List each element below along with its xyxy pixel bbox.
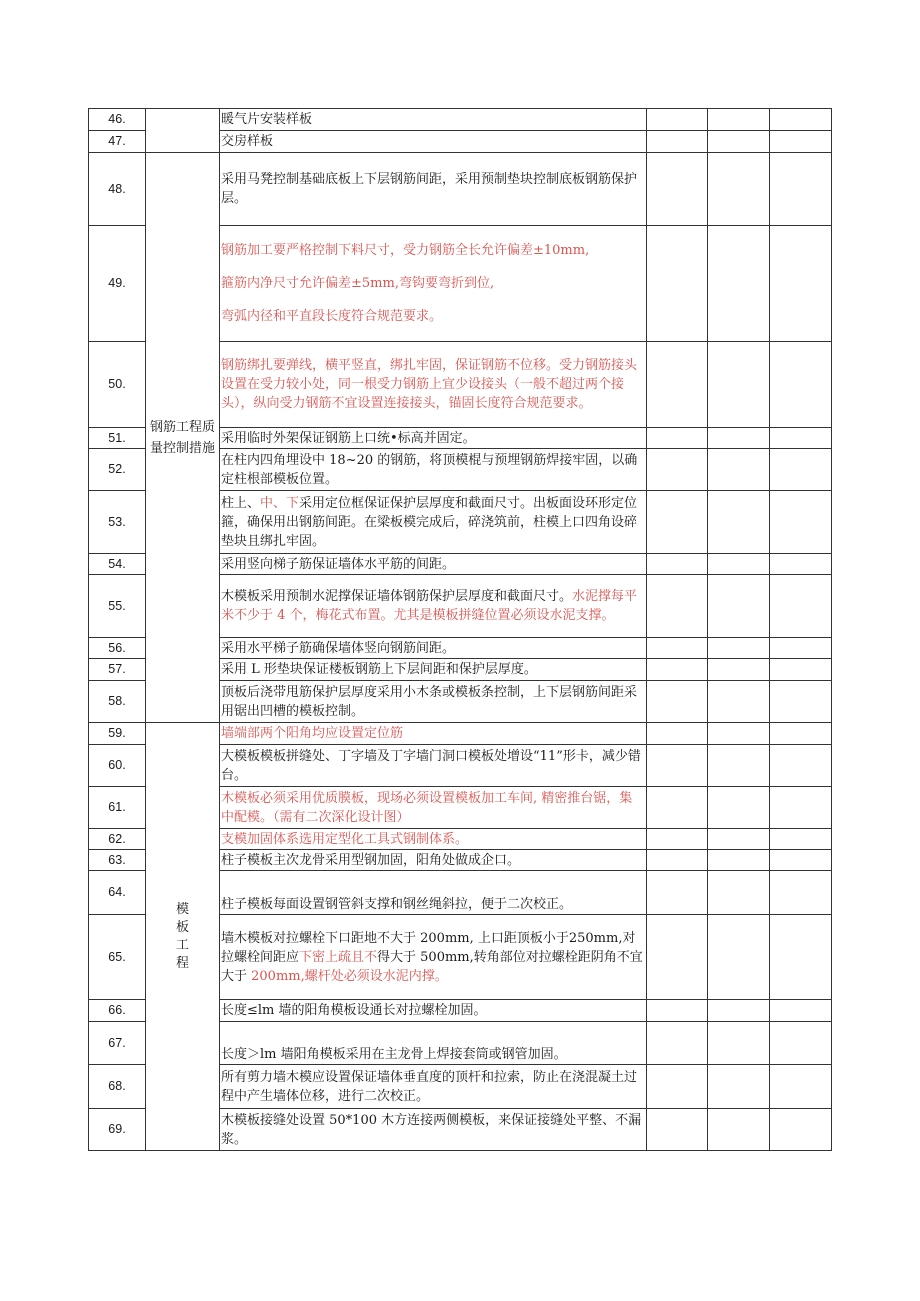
check-cell [647, 1000, 708, 1022]
row-number: 47. [89, 131, 146, 153]
measure-description [220, 1065, 647, 1109]
check-cell [647, 428, 708, 449]
measure-description [220, 659, 647, 681]
check-cell [647, 109, 708, 131]
description-segment: 大模板模板拼缝处、丁字墙及丁字墙门洞口模板处增设“11”形卡，减少错台。 [221, 748, 641, 783]
check-cell [708, 554, 770, 575]
measure-description [220, 829, 647, 850]
description-segment: 柱子模板主次龙骨采用型钢加固，阳角处做成企口。 [221, 852, 521, 868]
row-number: 54. [89, 554, 146, 575]
row-number: 68. [89, 1065, 146, 1109]
description-line: 弯弧内径和平直段长度符合规范要求。 [221, 309, 443, 324]
check-cell [708, 787, 770, 829]
row-number: 69. [89, 1109, 146, 1151]
row-number: 53. [89, 491, 146, 554]
measure-description [220, 449, 647, 491]
measure-description [220, 554, 647, 575]
check-cell [770, 109, 832, 131]
check-cell [708, 575, 770, 638]
quality-measures-table [88, 108, 832, 1151]
check-cell [770, 153, 832, 226]
check-cell [708, 449, 770, 491]
check-cell [708, 491, 770, 554]
check-cell [708, 915, 770, 1000]
row-number: 62. [89, 829, 146, 850]
measure-description [220, 131, 647, 153]
check-cell [647, 1065, 708, 1109]
check-cell [770, 131, 832, 153]
measure-description [220, 787, 647, 829]
check-cell [708, 109, 770, 131]
row-number: 63. [89, 850, 146, 871]
category-label: 模板工程 [176, 901, 190, 971]
check-cell [708, 681, 770, 723]
check-cell [647, 153, 708, 226]
description-line: 箍筋内净尺寸允许偏差±5mm,弯钩要弯折到位, [221, 276, 495, 291]
check-cell [770, 638, 832, 659]
row-number: 49. [89, 226, 146, 342]
measure-description [220, 871, 647, 915]
check-cell [708, 1022, 770, 1065]
check-cell [647, 491, 708, 554]
check-cell [647, 723, 708, 745]
check-cell [770, 575, 832, 638]
check-cell [708, 1000, 770, 1022]
category-formwork [146, 723, 220, 1151]
table-row [89, 723, 832, 745]
row-number: 51. [89, 428, 146, 449]
description-segment: 木模板必须采用优质膜板，现场必须设置模板加工车间, 精密推台锯，集中配模。（需有二次深化设计图） [221, 790, 633, 825]
measure-description [220, 745, 647, 787]
measure-description [220, 1000, 647, 1022]
description-segment: 木模板采用预制水泥撑保证墙体钢筋保护层厚度和截面尺寸。 [221, 589, 573, 604]
check-cell [770, 342, 832, 428]
check-cell [708, 871, 770, 915]
row-number: 58. [89, 681, 146, 723]
measure-description [220, 681, 647, 723]
check-cell [708, 226, 770, 342]
measure-description [220, 575, 647, 638]
check-cell [647, 871, 708, 915]
measure-description [220, 1109, 647, 1151]
check-cell [647, 131, 708, 153]
table-row [89, 153, 832, 226]
description-segment: 长度＞lm 墙阳角模板采用在主龙骨上焊接套筒或钢管加固。 [221, 1047, 567, 1062]
row-number: 56. [89, 638, 146, 659]
check-cell [647, 681, 708, 723]
description-segment: 采用水平梯子筋确保墙体竖向钢筋间距。 [221, 640, 456, 656]
check-cell [770, 915, 832, 1000]
measure-description [220, 850, 647, 871]
description-segment: 柱上、 [221, 495, 261, 511]
measure-description [220, 723, 647, 745]
description-segment: 长度≤lm 墙的阳角模板设通长对拉螺栓加固。 [221, 1003, 487, 1018]
description-segment: 柱子模板每面设置钢管斜支撑和钢丝绳斜拉，便于二次校正。 [221, 897, 573, 912]
row-number: 50. [89, 342, 146, 428]
check-cell [647, 342, 708, 428]
description-segment: 采用 L 形垫块保证楼板钢筋上下层间距和保护层厚度。 [221, 662, 537, 677]
row-number: 55. [89, 575, 146, 638]
check-cell [647, 638, 708, 659]
check-cell [647, 554, 708, 575]
measure-description [220, 226, 647, 342]
measure-description [220, 428, 647, 449]
check-cell [770, 1065, 832, 1109]
description-segment: 下密上疏且不 [299, 949, 378, 965]
check-cell [708, 638, 770, 659]
check-cell [647, 915, 708, 1000]
check-cell [770, 745, 832, 787]
row-number: 46. [89, 109, 146, 131]
description-segment: 200mm,螺杆处必须设水泥内撑。 [251, 968, 448, 984]
description-segment: 中、下 [260, 495, 300, 511]
check-cell [647, 850, 708, 871]
description-segment: 在柱内四角埋设中 18~20 的钢筋，将顶模棍与预埋钢筋焊接牢固，以确定柱根部模板位置。 [221, 452, 638, 487]
check-cell [647, 575, 708, 638]
category-label: 钢筋工程质量控制措施 [149, 419, 215, 456]
check-cell [647, 449, 708, 491]
check-cell [647, 659, 708, 681]
row-number: 57. [89, 659, 146, 681]
check-cell [647, 787, 708, 829]
description-segment: 采用马凳控制基础底板上下层钢筋间距，采用预制垫块控制底板钢筋保护层。 [221, 172, 638, 206]
row-number: 61. [89, 787, 146, 829]
row-number: 67. [89, 1022, 146, 1065]
check-cell [770, 681, 832, 723]
table-row [89, 109, 832, 131]
description-segment: 水泥撑每平米不少于 4 个，梅花式布置。尤其是模板拼缝位置必须设水泥支撑。 [221, 589, 638, 623]
category-rebar [146, 153, 220, 723]
check-cell [770, 723, 832, 745]
check-cell [708, 745, 770, 787]
measure-description [220, 1022, 647, 1065]
row-number: 65. [89, 915, 146, 1000]
description-segment: 采用临时外架保证钢筋上口统•标高并固定。 [221, 430, 476, 446]
measure-description [220, 153, 647, 226]
measure-description [220, 638, 647, 659]
check-cell [708, 1065, 770, 1109]
check-cell [770, 491, 832, 554]
check-cell [708, 829, 770, 850]
description-segment: 木模板接缝处设置 50*100 木方连接两侧模板，来保证接缝处平整、不漏浆。 [221, 1112, 642, 1147]
description-segment: 顶板后浇带甩筋保护层厚度采用小木条或模板条控制，上下层钢筋间距采用锯出凹槽的模板控制。 [221, 684, 638, 719]
measure-description [220, 109, 647, 131]
description-segment: 得大于 500mm,转角部位对拉螺栓距阴角不宜大于 [221, 949, 643, 984]
table-body [89, 109, 832, 1151]
check-cell [770, 554, 832, 575]
category-empty [146, 109, 220, 153]
description-segment: 采用竖向梯子筋保证墙体水平筋的间距。 [221, 556, 456, 572]
check-cell [647, 829, 708, 850]
check-cell [647, 745, 708, 787]
check-cell [708, 153, 770, 226]
check-cell [770, 428, 832, 449]
check-cell [708, 342, 770, 428]
row-number: 64. [89, 871, 146, 915]
description-segment: 交房样板 [221, 134, 274, 149]
row-number: 59. [89, 723, 146, 745]
check-cell [708, 1109, 770, 1151]
check-cell [770, 449, 832, 491]
row-number: 66. [89, 1000, 146, 1022]
description-segment: 所有剪力墙木模应设置保证墙体垂直度的顶杆和拉索，防止在浇混凝土过程中产生墙体位移，进行二次校正。 [221, 1069, 638, 1104]
check-cell [647, 1109, 708, 1151]
check-cell [770, 871, 832, 915]
check-cell [770, 1022, 832, 1065]
check-cell [708, 659, 770, 681]
description-segment: 支模加固体系选用定型化工具式钢制体系。 [221, 831, 469, 847]
check-cell [770, 1000, 832, 1022]
description-segment: 墙木模板对拉螺栓下口距地不大于 200mm, 上口距顶板小于250mm,对拉螺栓间距应 [221, 930, 636, 965]
description-line: 钢筋加工要严格控制下料尺寸，受力钢筋全长允许偏差±10mm, [221, 243, 590, 258]
measure-description [220, 342, 647, 428]
row-number: 60. [89, 745, 146, 787]
check-cell [770, 659, 832, 681]
check-cell [708, 428, 770, 449]
description-segment: 墙端部两个阳角均应设置定位筋 [221, 726, 404, 741]
check-cell [770, 1109, 832, 1151]
check-cell [770, 850, 832, 871]
check-cell [770, 787, 832, 829]
check-cell [708, 723, 770, 745]
check-cell [647, 226, 708, 342]
description-segment: 采用定位框保证保护层厚度和截面尺寸。出板面设环形定位箍，确保用出钢筋间距。在梁板模完成后，碎浇筑前，柱模上口四角设碎垫块且绑扎牢固。 [221, 495, 638, 549]
measure-description [220, 491, 647, 554]
check-cell [770, 829, 832, 850]
check-cell [708, 131, 770, 153]
check-cell [770, 226, 832, 342]
description-segment: 钢筋绑扎要弹线，横平竖直，绑扎牢固，保证钢筋不位移。受力钢筋接头设置在受力较小处，同一根受力钢筋上宜少设接头（一般不超过两个接头），纵向受力钢筋不宜设置连接接头，锚固长度符合规范要求。 [221, 358, 638, 411]
row-number: 48. [89, 153, 146, 226]
description-segment: 暖气片安装样板 [221, 112, 313, 127]
measure-description [220, 915, 647, 1000]
check-cell [647, 1022, 708, 1065]
row-number: 52. [89, 449, 146, 491]
check-cell [708, 850, 770, 871]
